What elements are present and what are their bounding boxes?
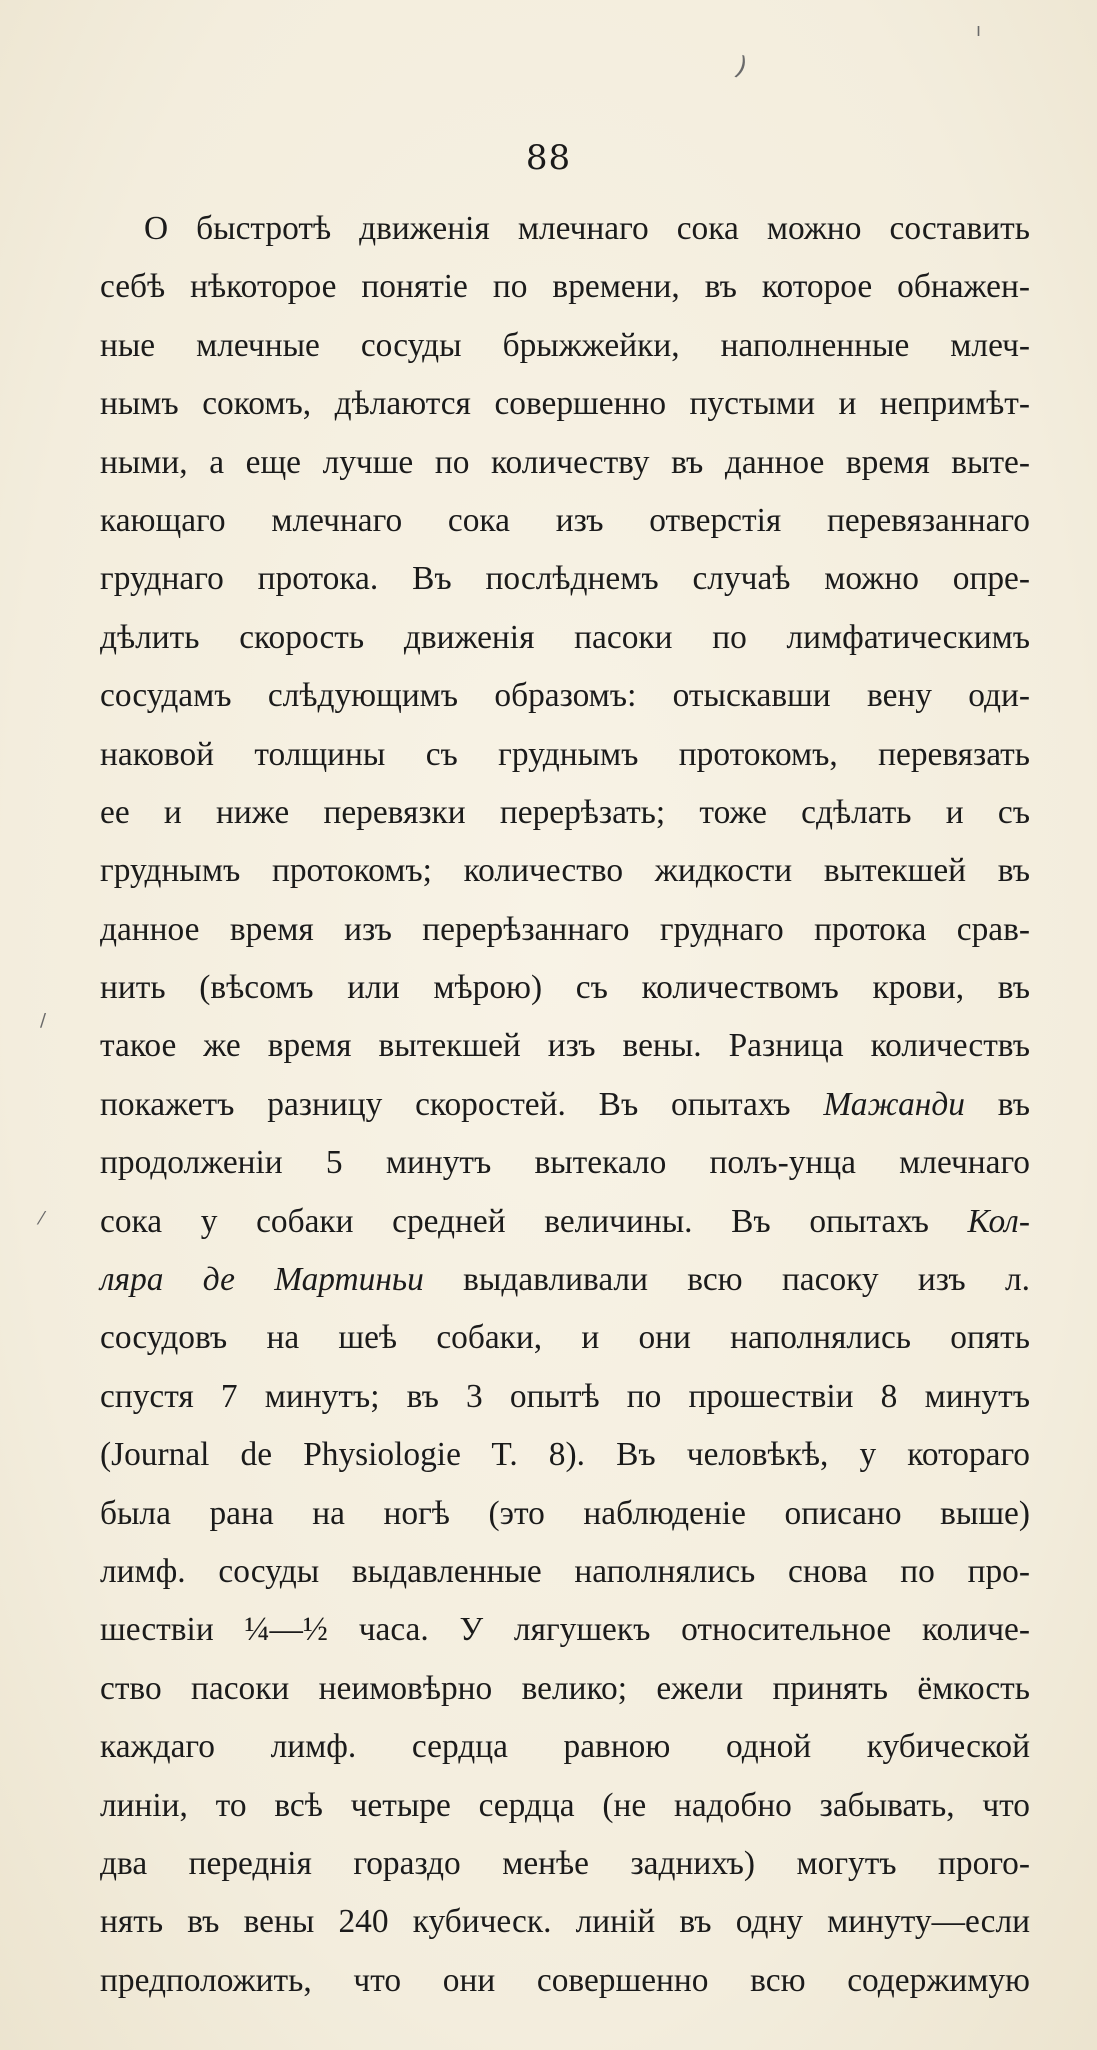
- margin-mark: ı: [976, 20, 982, 41]
- margin-mark: ⁄: [40, 1208, 44, 1229]
- text-line: нять въ вены 240 кубическ. линій въ одну минуту—если: [100, 1903, 1030, 1941]
- text-line: спустя 7 минутъ; въ 3 опытѣ по прошествіи 8 минутъ: [100, 1377, 1030, 1415]
- text-line: была рана на ногѣ (это наблюденіе описано выше): [100, 1494, 1030, 1532]
- text-line: груднымъ протокомъ; количество жидкости вытекшей въ: [100, 852, 1030, 890]
- text-line: наковой толщины съ груднымъ протокомъ, перевязать: [100, 735, 1030, 773]
- text-fragment: выдавливали всю пасоку изъ л.: [463, 1261, 1030, 1299]
- text-line: предположить, что они совершенно всю содержимую: [100, 1961, 1030, 1999]
- italic-name: ляра де Мартиньи: [100, 1261, 424, 1299]
- page-number: 88: [525, 138, 572, 178]
- text-line: (Journal de Physiologie T. 8). Въ человѣкѣ, у котораго: [100, 1436, 1030, 1474]
- text-line: ными, а еще лучше по количеству въ данное время выте-: [100, 443, 1030, 481]
- body-text: [100, 200, 1030, 2010]
- text-line: шествіи ¼—½ часа. У лягушекъ относительное количе-: [100, 1611, 1030, 1649]
- text-line: ее и ниже перевязки перерѣзать; тоже сдѣлать и съ: [100, 793, 1030, 831]
- text-line: нымъ сокомъ, дѣлаются совершенно пустыми и непримѣт-: [100, 385, 1030, 423]
- text-line: лимф. сосуды выдавленные наполнялись снова по про-: [100, 1552, 1030, 1590]
- text-line: дѣлить скорость движенія пасоки по лимфатическимъ: [100, 618, 1030, 656]
- text-line-mixed: [100, 1251, 1030, 1309]
- italic-name: Мажанди: [823, 1085, 965, 1123]
- text-line: ные млечные сосуды брыжжейки, наполненные млеч-: [100, 326, 1030, 364]
- text-line: каждаго лимф. сердца равною одной кубической: [100, 1728, 1030, 1766]
- text-line: ство пасоки неимовѣрно велико; ежели принять ёмкость: [100, 1669, 1030, 1707]
- text-line: сосудамъ слѣдующимъ образомъ: отыскавши вену оди-: [100, 677, 1030, 715]
- text-line: продолженіи 5 минутъ вытекало полъ-унца млечнаго: [100, 1144, 1030, 1182]
- text-line: кающаго млечнаго сока изъ отверстія перевязаннаго: [100, 501, 1030, 539]
- text-line: груднаго протока. Въ послѣднемъ случаѣ можно опре-: [100, 560, 1030, 598]
- text-line-mixed: [100, 1193, 1030, 1251]
- text-line: нить (вѣсомъ или мѣрою) съ количествомъ крови, въ: [100, 969, 1030, 1007]
- text-line-mixed: [100, 1076, 1030, 1134]
- text-line: данное время изъ перерѣзаннаго груднаго протока срав-: [100, 910, 1030, 948]
- text-fragment: покажетъ разницу скоростей. Въ опытахъ: [100, 1085, 791, 1123]
- text-line: линіи, то всѣ четыре сердца (не надобно забывать, что: [100, 1786, 1030, 1824]
- text-fragment: сока у собаки средней величины. Въ опытахъ: [100, 1202, 929, 1240]
- text-line: себѣ нѣкоторое понятіе по времени, въ которое обнажен-: [100, 268, 1030, 306]
- text-fragment: въ: [997, 1085, 1030, 1123]
- margin-mark: /: [40, 1010, 47, 1031]
- text-line: О быстротѣ движенія млечнаго сока можно составить: [144, 210, 1030, 247]
- text-line: такое же время вытекшей изъ вены. Разница количествъ: [100, 1027, 1030, 1065]
- margin-mark: ): [731, 51, 751, 83]
- text-line: сосудовъ на шеѣ собаки, и они наполнялись опять: [100, 1319, 1030, 1357]
- text-line: два переднія гораздо менѣе заднихъ) могутъ прого-: [100, 1844, 1030, 1882]
- italic-name: Кол-: [967, 1202, 1030, 1240]
